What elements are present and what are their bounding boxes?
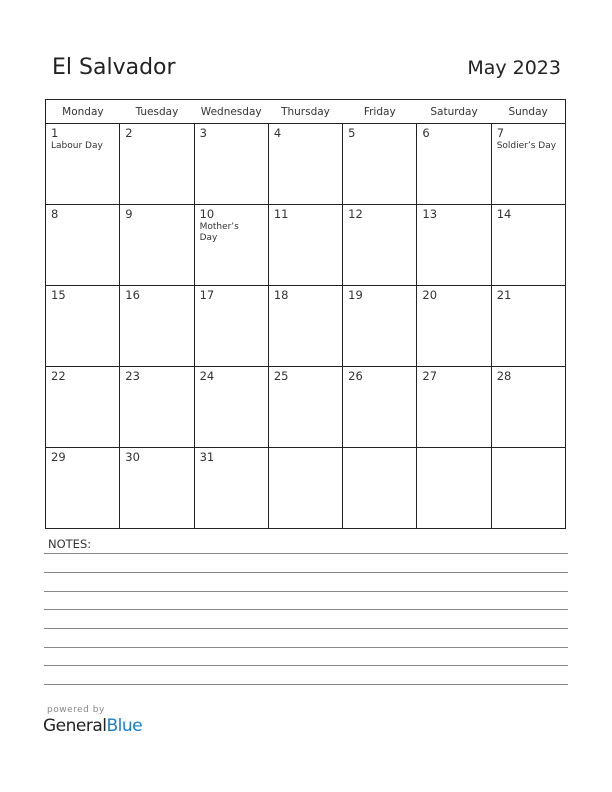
day-cell: [268, 286, 342, 367]
day-number: 5: [348, 126, 356, 140]
day-cell: [268, 367, 342, 448]
weekday-header: Monday: [46, 100, 120, 124]
week-row: [46, 205, 566, 286]
day-cell: [268, 448, 342, 529]
day-cell: [491, 205, 565, 286]
notes-line: [44, 628, 568, 629]
week-row: [46, 286, 566, 367]
country-title: El Salvador: [52, 55, 176, 80]
day-cell: [343, 124, 417, 205]
notes-line: [44, 591, 568, 592]
day-cell: [268, 205, 342, 286]
day-cell: [46, 124, 120, 205]
day-cell: [194, 448, 268, 529]
day-number: 20: [422, 288, 438, 302]
weekday-header: Sunday: [491, 100, 565, 124]
day-cell: [343, 205, 417, 286]
day-cell: [491, 124, 565, 205]
day-number: 25: [273, 369, 289, 383]
day-number: 17: [199, 288, 215, 302]
day-number: 2: [125, 126, 133, 140]
month-title: May 2023: [467, 57, 561, 79]
calendar-grid: [45, 99, 566, 529]
day-number: 11: [273, 207, 289, 221]
day-number: 16: [125, 288, 140, 302]
day-number: 23: [125, 369, 140, 383]
day-cell: [491, 448, 565, 529]
day-cell: [268, 124, 342, 205]
brand-blue: Blue: [106, 716, 143, 736]
notes-line: [44, 647, 568, 648]
day-number: 22: [51, 369, 66, 383]
weekday-header: Saturday: [417, 100, 491, 124]
notes-line: [44, 665, 568, 666]
day-number: 21: [496, 288, 512, 302]
notes-label: NOTES:: [48, 537, 92, 551]
notes-line: [44, 553, 568, 554]
weekday-header: Thursday: [268, 100, 342, 124]
generalblue-logo: [43, 716, 142, 736]
day-cell: [417, 286, 491, 367]
powered-by: powered by: [47, 705, 105, 715]
day-cell: [46, 448, 120, 529]
day-number: 9: [125, 207, 133, 221]
day-number: 3: [199, 126, 207, 140]
day-number: 4: [273, 126, 282, 140]
day-cell: [343, 367, 417, 448]
day-number: 15: [51, 288, 66, 302]
day-number: 18: [273, 288, 289, 302]
day-number: 6: [422, 126, 430, 140]
day-number: 31: [199, 450, 215, 464]
day-number: 12: [348, 207, 363, 221]
day-cell: [46, 286, 120, 367]
weekday-header: Wednesday: [194, 100, 268, 124]
day-cell: [120, 124, 194, 205]
day-number: 10: [199, 207, 215, 221]
day-cell: [120, 448, 194, 529]
day-number: 24: [199, 369, 215, 383]
day-cell: [343, 286, 417, 367]
week-row: [46, 367, 566, 448]
brand-general: General: [43, 716, 107, 736]
day-cell: [343, 448, 417, 529]
day-cell: [46, 205, 120, 286]
day-cell: [120, 367, 194, 448]
week-row: [46, 124, 566, 205]
notes-line: [44, 684, 568, 685]
holiday-label: Soldier’s Day: [496, 141, 557, 151]
day-number: 28: [496, 369, 512, 383]
day-number: 8: [51, 207, 59, 221]
day-cell: [46, 367, 120, 448]
day-cell: [194, 286, 268, 367]
day-cell: [417, 367, 491, 448]
weekday-header: Friday: [343, 100, 417, 124]
notes-line: [44, 609, 568, 610]
holiday-label: Mother’s Day: [199, 222, 239, 243]
day-cell: [194, 205, 268, 286]
day-number: 29: [51, 450, 66, 464]
week-row: [46, 448, 566, 529]
day-number: 19: [348, 288, 363, 302]
day-cell: [417, 205, 491, 286]
day-number: 13: [422, 207, 438, 221]
day-cell: [120, 286, 194, 367]
day-cell: [120, 205, 194, 286]
day-number: 26: [348, 369, 363, 383]
notes-line: [44, 572, 568, 573]
day-number: 30: [125, 450, 140, 464]
day-cell: [417, 448, 491, 529]
weekday-header: Tuesday: [120, 100, 194, 124]
day-number: 7: [496, 126, 505, 140]
day-number: 14: [496, 207, 512, 221]
day-cell: [491, 286, 565, 367]
day-cell: [194, 367, 268, 448]
day-number: 27: [422, 369, 438, 383]
day-number: 1: [51, 126, 59, 140]
holiday-label: Labour Day: [51, 141, 103, 151]
day-cell: [491, 367, 565, 448]
day-cell: [417, 124, 491, 205]
day-cell: [194, 124, 268, 205]
